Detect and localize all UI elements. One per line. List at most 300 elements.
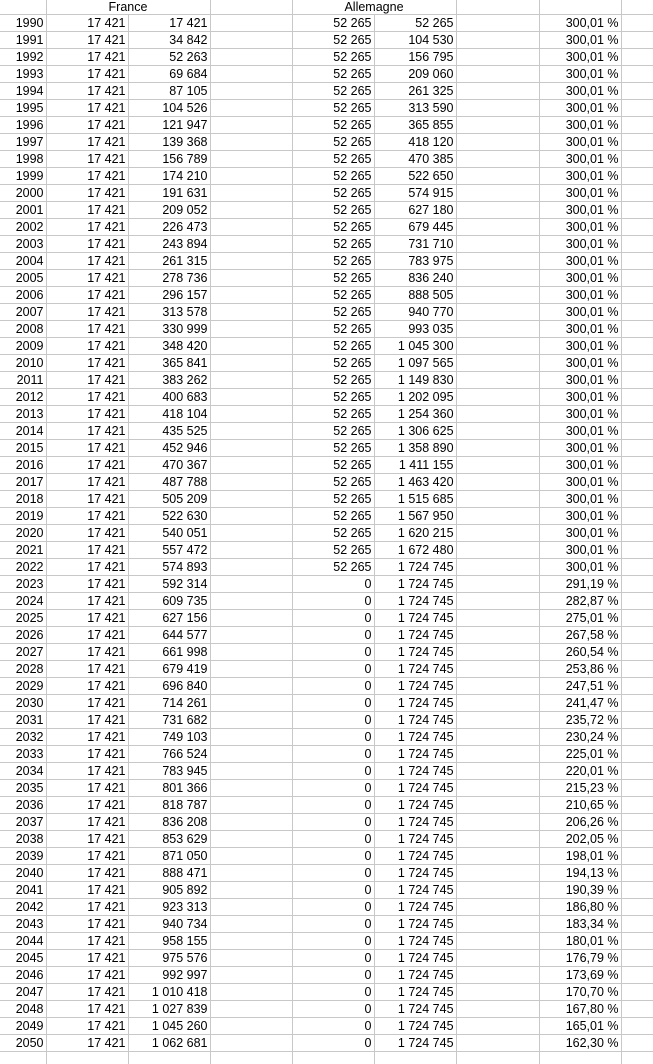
empty-cell[interactable]: [621, 66, 653, 83]
ratio-cell[interactable]: 300,01 %: [539, 287, 621, 304]
france-annual-cell[interactable]: 17 421: [46, 899, 128, 916]
empty-cell[interactable]: [210, 83, 292, 100]
empty-cell[interactable]: [210, 644, 292, 661]
allemagne-annual-cell[interactable]: 0: [292, 678, 374, 695]
year-cell[interactable]: 2036: [0, 797, 46, 814]
france-annual-cell[interactable]: 17 421: [46, 508, 128, 525]
empty-cell[interactable]: [210, 593, 292, 610]
france-cumulative-cell[interactable]: 191 631: [128, 185, 210, 202]
year-cell[interactable]: 2010: [0, 355, 46, 372]
allemagne-cumulative-cell[interactable]: 1 724 745: [374, 1018, 456, 1035]
empty-cell[interactable]: [621, 644, 653, 661]
france-cumulative-cell[interactable]: 69 684: [128, 66, 210, 83]
empty-cell[interactable]: [456, 967, 539, 984]
france-cumulative-cell[interactable]: 139 368: [128, 134, 210, 151]
ratio-cell[interactable]: 300,01 %: [539, 457, 621, 474]
allemagne-annual-cell[interactable]: 0: [292, 576, 374, 593]
france-annual-cell[interactable]: 17 421: [46, 457, 128, 474]
france-annual-cell[interactable]: 17 421: [46, 491, 128, 508]
allemagne-cumulative-cell[interactable]: 1 724 745: [374, 627, 456, 644]
france-annual-cell[interactable]: 17 421: [46, 967, 128, 984]
empty-cell[interactable]: [210, 865, 292, 882]
empty-cell[interactable]: [210, 661, 292, 678]
empty-cell[interactable]: [456, 712, 539, 729]
ratio-cell[interactable]: 300,01 %: [539, 423, 621, 440]
year-cell[interactable]: 2030: [0, 695, 46, 712]
france-annual-cell[interactable]: 17 421: [46, 83, 128, 100]
empty-cell[interactable]: [210, 1018, 292, 1035]
empty-cell[interactable]: [210, 712, 292, 729]
allemagne-cumulative-cell[interactable]: 1 567 950: [374, 508, 456, 525]
year-cell[interactable]: 2016: [0, 457, 46, 474]
empty-cell[interactable]: [621, 610, 653, 627]
empty-cell[interactable]: [621, 32, 653, 49]
cell[interactable]: [456, 0, 539, 15]
allemagne-cumulative-cell[interactable]: 1 724 745: [374, 1001, 456, 1018]
empty-cell[interactable]: [210, 576, 292, 593]
empty-cell[interactable]: [621, 168, 653, 185]
year-cell[interactable]: 2029: [0, 678, 46, 695]
empty-cell[interactable]: [621, 1018, 653, 1035]
france-annual-cell[interactable]: 17 421: [46, 338, 128, 355]
year-cell[interactable]: 2011: [0, 372, 46, 389]
france-annual-cell[interactable]: 17 421: [46, 151, 128, 168]
france-cumulative-cell[interactable]: 365 841: [128, 355, 210, 372]
ratio-cell[interactable]: 300,01 %: [539, 508, 621, 525]
allemagne-annual-cell[interactable]: 0: [292, 695, 374, 712]
empty-cell[interactable]: [210, 610, 292, 627]
ratio-cell[interactable]: 198,01 %: [539, 848, 621, 865]
empty-cell[interactable]: [621, 763, 653, 780]
empty-cell[interactable]: [456, 1001, 539, 1018]
france-cumulative-cell[interactable]: 801 366: [128, 780, 210, 797]
year-cell[interactable]: 2005: [0, 270, 46, 287]
empty-cell[interactable]: [621, 882, 653, 899]
allemagne-annual-cell[interactable]: 52 265: [292, 270, 374, 287]
empty-cell[interactable]: [621, 406, 653, 423]
allemagne-annual-cell[interactable]: 0: [292, 729, 374, 746]
allemagne-cumulative-cell[interactable]: 1 620 215: [374, 525, 456, 542]
allemagne-annual-cell[interactable]: 0: [292, 1035, 374, 1052]
empty-cell[interactable]: [456, 372, 539, 389]
empty-cell[interactable]: [210, 151, 292, 168]
allemagne-annual-cell[interactable]: 52 265: [292, 372, 374, 389]
allemagne-annual-cell[interactable]: 52 265: [292, 355, 374, 372]
france-cumulative-cell[interactable]: 487 788: [128, 474, 210, 491]
france-annual-cell[interactable]: 17 421: [46, 49, 128, 66]
year-cell[interactable]: 2003: [0, 236, 46, 253]
cell[interactable]: [0, 0, 46, 15]
empty-cell[interactable]: [456, 780, 539, 797]
allemagne-annual-cell[interactable]: 52 265: [292, 491, 374, 508]
empty-cell[interactable]: [621, 848, 653, 865]
empty-cell[interactable]: [621, 746, 653, 763]
empty-cell[interactable]: [621, 15, 653, 32]
empty-cell[interactable]: [210, 848, 292, 865]
france-annual-cell[interactable]: 17 421: [46, 253, 128, 270]
allemagne-cumulative-cell[interactable]: 1 724 745: [374, 559, 456, 576]
ratio-cell[interactable]: 300,01 %: [539, 134, 621, 151]
france-annual-cell[interactable]: 17 421: [46, 729, 128, 746]
allemagne-annual-cell[interactable]: 52 265: [292, 168, 374, 185]
empty-cell[interactable]: [456, 219, 539, 236]
ratio-cell[interactable]: 300,01 %: [539, 219, 621, 236]
allemagne-annual-cell[interactable]: 52 265: [292, 185, 374, 202]
empty-cell[interactable]: [210, 1035, 292, 1052]
year-cell[interactable]: 2002: [0, 219, 46, 236]
ratio-cell[interactable]: 300,01 %: [539, 100, 621, 117]
empty-cell[interactable]: [456, 1052, 539, 1064]
empty-cell[interactable]: [456, 797, 539, 814]
empty-cell[interactable]: [456, 729, 539, 746]
france-cumulative-cell[interactable]: 330 999: [128, 321, 210, 338]
year-cell[interactable]: 2007: [0, 304, 46, 321]
france-cumulative-cell[interactable]: 296 157: [128, 287, 210, 304]
year-cell[interactable]: 2028: [0, 661, 46, 678]
empty-cell[interactable]: [46, 1052, 128, 1064]
year-cell[interactable]: 2021: [0, 542, 46, 559]
ratio-cell[interactable]: 291,19 %: [539, 576, 621, 593]
empty-cell[interactable]: [621, 950, 653, 967]
ratio-cell[interactable]: 253,86 %: [539, 661, 621, 678]
empty-cell[interactable]: [456, 134, 539, 151]
empty-cell[interactable]: [456, 678, 539, 695]
empty-cell[interactable]: [621, 814, 653, 831]
france-cumulative-cell[interactable]: 1 027 839: [128, 1001, 210, 1018]
france-annual-cell[interactable]: 17 421: [46, 1035, 128, 1052]
france-annual-cell[interactable]: 17 421: [46, 66, 128, 83]
ratio-cell[interactable]: 300,01 %: [539, 185, 621, 202]
allemagne-annual-cell[interactable]: 52 265: [292, 236, 374, 253]
allemagne-annual-cell[interactable]: 0: [292, 899, 374, 916]
france-cumulative-cell[interactable]: 174 210: [128, 168, 210, 185]
allemagne-annual-cell[interactable]: 52 265: [292, 219, 374, 236]
france-cumulative-cell[interactable]: 661 998: [128, 644, 210, 661]
france-annual-cell[interactable]: 17 421: [46, 712, 128, 729]
cell[interactable]: [210, 0, 292, 15]
allemagne-annual-cell[interactable]: 52 265: [292, 525, 374, 542]
allemagne-cumulative-cell[interactable]: 1 724 745: [374, 950, 456, 967]
france-cumulative-cell[interactable]: 696 840: [128, 678, 210, 695]
allemagne-annual-cell[interactable]: 0: [292, 593, 374, 610]
france-cumulative-cell[interactable]: 679 419: [128, 661, 210, 678]
ratio-cell[interactable]: 300,01 %: [539, 270, 621, 287]
year-cell[interactable]: 2009: [0, 338, 46, 355]
empty-cell[interactable]: [210, 15, 292, 32]
year-cell[interactable]: 2008: [0, 321, 46, 338]
allemagne-annual-cell[interactable]: 52 265: [292, 134, 374, 151]
france-cumulative-cell[interactable]: 940 734: [128, 916, 210, 933]
allemagne-annual-cell[interactable]: 0: [292, 797, 374, 814]
empty-cell[interactable]: [621, 338, 653, 355]
allemagne-annual-cell[interactable]: 52 265: [292, 66, 374, 83]
allemagne-annual-cell[interactable]: 52 265: [292, 440, 374, 457]
france-annual-cell[interactable]: 17 421: [46, 100, 128, 117]
empty-cell[interactable]: [456, 593, 539, 610]
ratio-cell[interactable]: 300,01 %: [539, 542, 621, 559]
france-cumulative-cell[interactable]: 1 062 681: [128, 1035, 210, 1052]
empty-cell[interactable]: [210, 355, 292, 372]
empty-cell[interactable]: [456, 168, 539, 185]
empty-cell[interactable]: [210, 134, 292, 151]
france-cumulative-cell[interactable]: 905 892: [128, 882, 210, 899]
ratio-cell[interactable]: 176,79 %: [539, 950, 621, 967]
allemagne-annual-cell[interactable]: 0: [292, 610, 374, 627]
france-cumulative-cell[interactable]: 818 787: [128, 797, 210, 814]
empty-cell[interactable]: [456, 236, 539, 253]
empty-cell[interactable]: [456, 763, 539, 780]
empty-cell[interactable]: [456, 32, 539, 49]
allemagne-cumulative-cell[interactable]: 783 975: [374, 253, 456, 270]
empty-cell[interactable]: [210, 168, 292, 185]
empty-cell[interactable]: [210, 899, 292, 916]
france-annual-cell[interactable]: 17 421: [46, 117, 128, 134]
empty-cell[interactable]: [456, 916, 539, 933]
allemagne-annual-cell[interactable]: 0: [292, 831, 374, 848]
ratio-cell[interactable]: 230,24 %: [539, 729, 621, 746]
empty-cell[interactable]: [456, 202, 539, 219]
ratio-cell[interactable]: 215,23 %: [539, 780, 621, 797]
empty-cell[interactable]: [374, 1052, 456, 1064]
year-cell[interactable]: 2013: [0, 406, 46, 423]
france-cumulative-cell[interactable]: 574 893: [128, 559, 210, 576]
empty-cell[interactable]: [456, 848, 539, 865]
allemagne-cumulative-cell[interactable]: 1 358 890: [374, 440, 456, 457]
france-cumulative-cell[interactable]: 592 314: [128, 576, 210, 593]
empty-cell[interactable]: [210, 627, 292, 644]
france-annual-cell[interactable]: 17 421: [46, 321, 128, 338]
france-annual-cell[interactable]: 17 421: [46, 219, 128, 236]
allemagne-cumulative-cell[interactable]: 470 385: [374, 151, 456, 168]
ratio-cell[interactable]: 300,01 %: [539, 559, 621, 576]
empty-cell[interactable]: [621, 202, 653, 219]
france-cumulative-cell[interactable]: 34 842: [128, 32, 210, 49]
allemagne-annual-cell[interactable]: 0: [292, 780, 374, 797]
ratio-cell[interactable]: 210,65 %: [539, 797, 621, 814]
france-cumulative-cell[interactable]: 121 947: [128, 117, 210, 134]
ratio-cell[interactable]: 165,01 %: [539, 1018, 621, 1035]
empty-cell[interactable]: [621, 474, 653, 491]
allemagne-cumulative-cell[interactable]: 1 724 745: [374, 780, 456, 797]
year-cell[interactable]: 2046: [0, 967, 46, 984]
year-cell[interactable]: 2031: [0, 712, 46, 729]
empty-cell[interactable]: [210, 1001, 292, 1018]
ratio-cell[interactable]: 194,13 %: [539, 865, 621, 882]
empty-cell[interactable]: [210, 49, 292, 66]
ratio-cell[interactable]: 300,01 %: [539, 321, 621, 338]
empty-cell[interactable]: [0, 1052, 46, 1064]
empty-cell[interactable]: [456, 287, 539, 304]
france-cumulative-cell[interactable]: 17 421: [128, 15, 210, 32]
allemagne-annual-cell[interactable]: 0: [292, 1018, 374, 1035]
allemagne-cumulative-cell[interactable]: 836 240: [374, 270, 456, 287]
empty-cell[interactable]: [210, 1052, 292, 1064]
france-annual-cell[interactable]: 17 421: [46, 185, 128, 202]
france-cumulative-cell[interactable]: 992 997: [128, 967, 210, 984]
allemagne-annual-cell[interactable]: 0: [292, 865, 374, 882]
france-cumulative-cell[interactable]: 418 104: [128, 406, 210, 423]
empty-cell[interactable]: [456, 66, 539, 83]
allemagne-cumulative-cell[interactable]: 731 710: [374, 236, 456, 253]
year-cell[interactable]: 2044: [0, 933, 46, 950]
allemagne-cumulative-cell[interactable]: 209 060: [374, 66, 456, 83]
empty-cell[interactable]: [210, 491, 292, 508]
empty-cell[interactable]: [210, 338, 292, 355]
empty-cell[interactable]: [210, 202, 292, 219]
empty-cell[interactable]: [456, 270, 539, 287]
allemagne-cumulative-cell[interactable]: 1 672 480: [374, 542, 456, 559]
year-cell[interactable]: 1996: [0, 117, 46, 134]
allemagne-cumulative-cell[interactable]: 1 724 745: [374, 848, 456, 865]
allemagne-annual-cell[interactable]: 0: [292, 984, 374, 1001]
france-cumulative-cell[interactable]: 348 420: [128, 338, 210, 355]
allemagne-cumulative-cell[interactable]: 1 724 745: [374, 695, 456, 712]
year-cell[interactable]: 2035: [0, 780, 46, 797]
empty-cell[interactable]: [210, 882, 292, 899]
year-cell[interactable]: 2050: [0, 1035, 46, 1052]
empty-cell[interactable]: [456, 185, 539, 202]
empty-cell[interactable]: [210, 287, 292, 304]
ratio-cell[interactable]: 300,01 %: [539, 168, 621, 185]
year-cell[interactable]: 2001: [0, 202, 46, 219]
empty-cell[interactable]: [210, 219, 292, 236]
france-annual-cell[interactable]: 17 421: [46, 576, 128, 593]
allemagne-cumulative-cell[interactable]: 1 463 420: [374, 474, 456, 491]
ratio-cell[interactable]: 300,01 %: [539, 253, 621, 270]
empty-cell[interactable]: [210, 66, 292, 83]
empty-cell[interactable]: [621, 304, 653, 321]
empty-cell[interactable]: [210, 440, 292, 457]
year-cell[interactable]: 1993: [0, 66, 46, 83]
france-annual-cell[interactable]: 17 421: [46, 15, 128, 32]
empty-cell[interactable]: [621, 967, 653, 984]
ratio-cell[interactable]: 275,01 %: [539, 610, 621, 627]
year-cell[interactable]: 2006: [0, 287, 46, 304]
empty-cell[interactable]: [210, 831, 292, 848]
ratio-cell[interactable]: 206,26 %: [539, 814, 621, 831]
ratio-cell[interactable]: 180,01 %: [539, 933, 621, 950]
france-cumulative-cell[interactable]: 749 103: [128, 729, 210, 746]
ratio-cell[interactable]: 173,69 %: [539, 967, 621, 984]
empty-cell[interactable]: [621, 372, 653, 389]
france-cumulative-cell[interactable]: 836 208: [128, 814, 210, 831]
empty-cell[interactable]: [621, 916, 653, 933]
empty-cell[interactable]: [210, 984, 292, 1001]
year-cell[interactable]: 2032: [0, 729, 46, 746]
empty-cell[interactable]: [210, 389, 292, 406]
allemagne-cumulative-cell[interactable]: 1 411 155: [374, 457, 456, 474]
year-cell[interactable]: 2034: [0, 763, 46, 780]
empty-cell[interactable]: [210, 678, 292, 695]
allemagne-cumulative-cell[interactable]: 1 724 745: [374, 967, 456, 984]
france-annual-cell[interactable]: 17 421: [46, 644, 128, 661]
allemagne-cumulative-cell[interactable]: 1 724 745: [374, 1035, 456, 1052]
allemagne-cumulative-cell[interactable]: 261 325: [374, 83, 456, 100]
empty-cell[interactable]: [456, 984, 539, 1001]
empty-cell[interactable]: [456, 576, 539, 593]
france-annual-cell[interactable]: 17 421: [46, 746, 128, 763]
year-cell[interactable]: 2019: [0, 508, 46, 525]
ratio-cell[interactable]: 300,01 %: [539, 236, 621, 253]
france-annual-cell[interactable]: 17 421: [46, 610, 128, 627]
ratio-cell[interactable]: 300,01 %: [539, 117, 621, 134]
allemagne-cumulative-cell[interactable]: 1 724 745: [374, 899, 456, 916]
empty-cell[interactable]: [621, 236, 653, 253]
ratio-cell[interactable]: 300,01 %: [539, 525, 621, 542]
france-annual-cell[interactable]: 17 421: [46, 134, 128, 151]
allemagne-cumulative-cell[interactable]: 1 724 745: [374, 831, 456, 848]
allemagne-annual-cell[interactable]: 0: [292, 661, 374, 678]
france-annual-cell[interactable]: 17 421: [46, 984, 128, 1001]
allemagne-cumulative-cell[interactable]: 888 505: [374, 287, 456, 304]
empty-cell[interactable]: [456, 321, 539, 338]
france-cumulative-cell[interactable]: 627 156: [128, 610, 210, 627]
allemagne-cumulative-cell[interactable]: 1 045 300: [374, 338, 456, 355]
france-annual-cell[interactable]: 17 421: [46, 678, 128, 695]
france-cumulative-cell[interactable]: 209 052: [128, 202, 210, 219]
year-cell[interactable]: 1994: [0, 83, 46, 100]
allemagne-annual-cell[interactable]: 52 265: [292, 49, 374, 66]
empty-cell[interactable]: [210, 967, 292, 984]
france-cumulative-cell[interactable]: 226 473: [128, 219, 210, 236]
allemagne-cumulative-cell[interactable]: 1 724 745: [374, 984, 456, 1001]
ratio-cell[interactable]: 170,70 %: [539, 984, 621, 1001]
empty-cell[interactable]: [456, 440, 539, 457]
allemagne-cumulative-cell[interactable]: 1 724 745: [374, 882, 456, 899]
allemagne-cumulative-cell[interactable]: 52 265: [374, 15, 456, 32]
year-cell[interactable]: 2015: [0, 440, 46, 457]
france-cumulative-cell[interactable]: 958 155: [128, 933, 210, 950]
empty-cell[interactable]: [621, 542, 653, 559]
empty-cell[interactable]: [210, 729, 292, 746]
ratio-cell[interactable]: 235,72 %: [539, 712, 621, 729]
france-annual-cell[interactable]: 17 421: [46, 627, 128, 644]
empty-cell[interactable]: [456, 525, 539, 542]
empty-cell[interactable]: [621, 321, 653, 338]
empty-cell[interactable]: [210, 185, 292, 202]
year-cell[interactable]: 1997: [0, 134, 46, 151]
france-annual-cell[interactable]: 17 421: [46, 542, 128, 559]
france-annual-cell[interactable]: 17 421: [46, 1001, 128, 1018]
empty-cell[interactable]: [456, 542, 539, 559]
year-cell[interactable]: 2027: [0, 644, 46, 661]
allemagne-annual-cell[interactable]: 0: [292, 1001, 374, 1018]
year-cell[interactable]: 1991: [0, 32, 46, 49]
france-annual-cell[interactable]: 17 421: [46, 848, 128, 865]
allemagne-cumulative-cell[interactable]: 522 650: [374, 168, 456, 185]
empty-cell[interactable]: [210, 950, 292, 967]
france-cumulative-cell[interactable]: 313 578: [128, 304, 210, 321]
france-cumulative-cell[interactable]: 400 683: [128, 389, 210, 406]
allemagne-cumulative-cell[interactable]: 1 724 745: [374, 746, 456, 763]
allemagne-cumulative-cell[interactable]: 940 770: [374, 304, 456, 321]
empty-cell[interactable]: [456, 559, 539, 576]
empty-cell[interactable]: [621, 831, 653, 848]
france-annual-cell[interactable]: 17 421: [46, 202, 128, 219]
france-cumulative-cell[interactable]: 783 945: [128, 763, 210, 780]
allemagne-annual-cell[interactable]: 0: [292, 746, 374, 763]
france-cumulative-cell[interactable]: 871 050: [128, 848, 210, 865]
ratio-cell[interactable]: 282,87 %: [539, 593, 621, 610]
year-cell[interactable]: 1992: [0, 49, 46, 66]
empty-cell[interactable]: [621, 185, 653, 202]
france-cumulative-cell[interactable]: 540 051: [128, 525, 210, 542]
ratio-cell[interactable]: 300,01 %: [539, 440, 621, 457]
empty-cell[interactable]: [210, 695, 292, 712]
empty-cell[interactable]: [456, 474, 539, 491]
empty-cell[interactable]: [456, 950, 539, 967]
france-cumulative-cell[interactable]: 714 261: [128, 695, 210, 712]
